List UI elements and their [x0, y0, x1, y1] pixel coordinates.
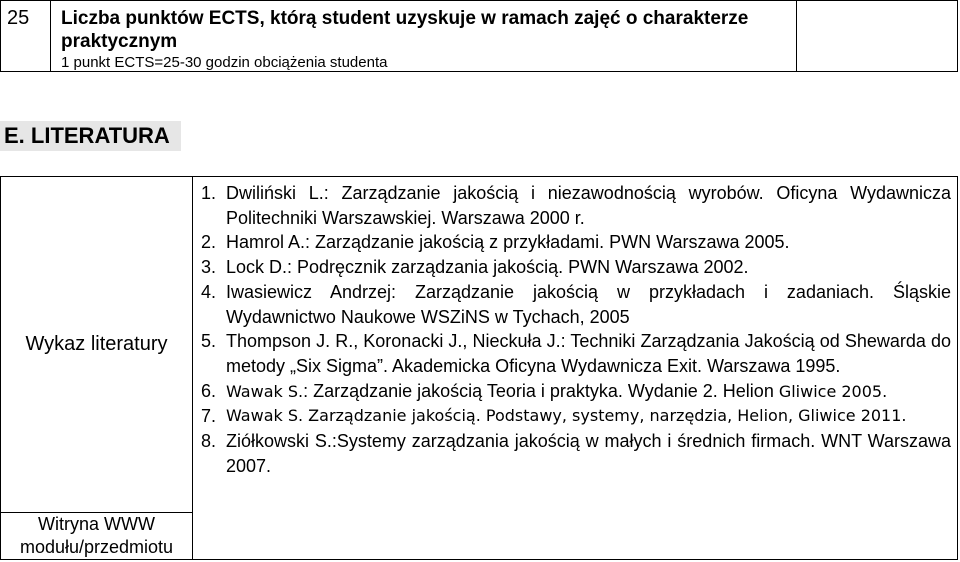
item-text — [226, 379, 951, 405]
list-item — [201, 404, 951, 429]
row-number: 25 — [1, 1, 51, 71]
item-title: : Zarządzanie jakością Teoria i praktyka. Wydanie 2. Helion — [303, 380, 779, 401]
item-text: Hamrol A.: Zarządzanie jakością z przykładami. PWN Warszawa 2005. — [226, 232, 790, 253]
ects-title: Liczba punktów ECTS, którą student uzyskuje w ramach zajęć o charakterze praktycznym — [61, 8, 749, 52]
section-heading: E. LITERATURA — [0, 121, 181, 151]
ects-description-cell — [51, 1, 797, 71]
ects-subtitle: 1 punkt ECTS=25-30 godzin obciążenia studenta — [61, 54, 388, 71]
item-place: Gliwice 2005. — [778, 381, 888, 401]
item-text: Ziółkowski S.:Systemy zarządzania jakością w małych i średnich firmach. WNT Warszawa 2007. — [226, 431, 951, 476]
item-number: 7. — [201, 406, 217, 427]
item-author: Wawak S. — [226, 381, 304, 401]
ects-row — [0, 0, 958, 72]
item-number: 1. — [201, 183, 217, 203]
item-text: Iwasiewicz Andrzej: Zarządzanie jakością w przykładach i zadaniach. Śląskie Wydawnictwo Naukowe WSZiNS w Tychach, 2005 — [226, 281, 951, 327]
item-number: 6. — [201, 380, 217, 401]
list-item — [201, 255, 951, 280]
literature-table — [0, 176, 958, 560]
list-item — [201, 181, 951, 230]
literature-list — [201, 181, 951, 478]
item-text: Thompson J. R., Koronacki J., Nieckuła J.: Techniki Zarządzania Jakością od Shewarda do metody „Six Sigma”. Akademicka Oficyna Wydawnicza Exit. Warszawa 1995. — [226, 331, 951, 376]
list-item — [201, 230, 951, 255]
item-number: 5. — [201, 331, 217, 352]
item-number: 4. — [201, 281, 217, 302]
list-item — [201, 429, 951, 478]
ects-value-cell — [797, 1, 957, 71]
item-text: Lock D.: Podręcznik zarządzania jakością. PWN Warszawa 2002. — [226, 257, 749, 278]
www-label: Witryna WWW modułu/przedmiotu — [1, 513, 193, 559]
item-number: 2. — [201, 232, 217, 253]
item-number: 8. — [201, 431, 217, 452]
literature-label: Wykaz literatury — [1, 177, 193, 513]
item-number: 3. — [201, 257, 217, 278]
list-item — [201, 280, 951, 329]
list-item — [201, 329, 951, 378]
item-text: Dwiliński L.: Zarządzanie jakością i niezawodnością wyrobów. Oficyna Wydawnicza Politechniki Warszawskiej. Warszawa 2000 r. — [226, 183, 951, 228]
item-text: Wawak S. Zarządzanie jakością. Podstawy, systemy, narzędzia, Helion, Gliwice 2011. — [226, 406, 907, 426]
list-item — [201, 379, 951, 405]
